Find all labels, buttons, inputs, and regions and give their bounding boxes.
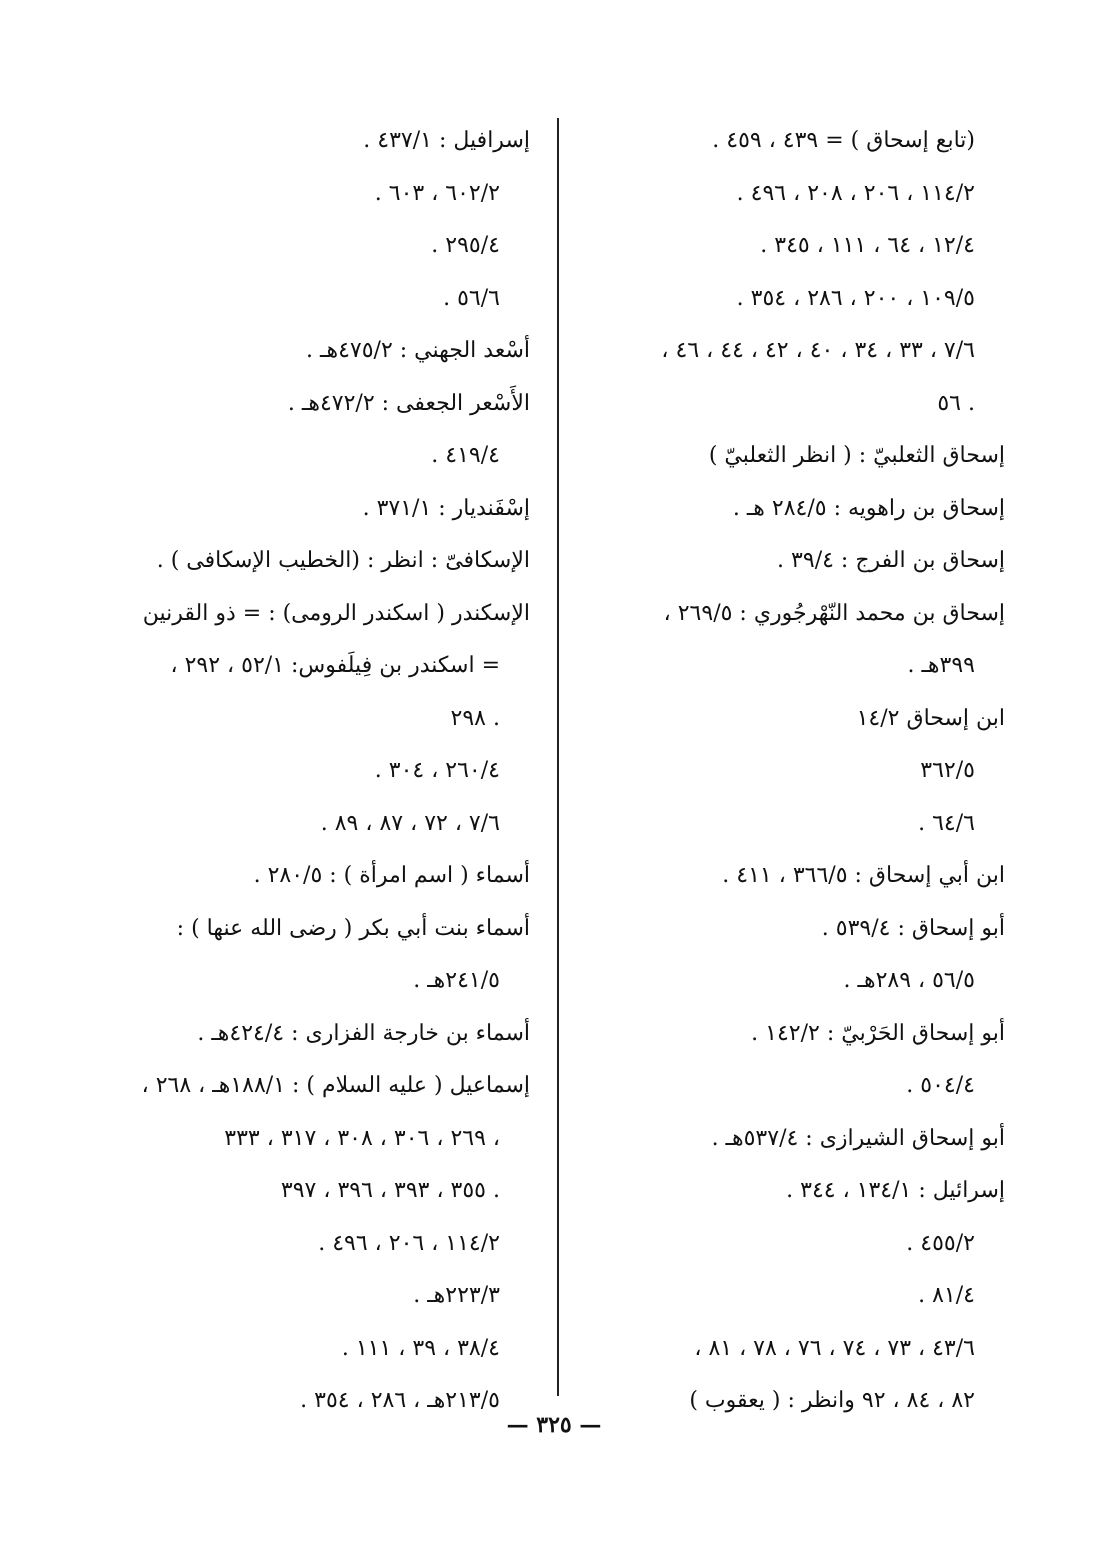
index-subentry: ٥٦ . [937, 390, 975, 416]
index-entry: أبو إسحاق : ٤/‏٥٣٩ . [821, 915, 1005, 941]
index-subentry: ٣/‏٢٢٣هـ . [413, 1283, 500, 1308]
index-subentry: (تابع إسحاق ) = ٤٣٩ ، ٤٥٩ . [712, 128, 975, 153]
index-entry: ابن أبي إسحاق : ٥/‏٣٦٦ ، ٤١١ . [722, 863, 1005, 888]
index-subentry: ٣٩٩هـ . [907, 653, 975, 678]
index-subentry: ٦/‏٧ ، ٧٢ ، ٨٧ ، ٨٩ . [320, 810, 500, 836]
index-subentry: ٤/‏٣٨ ، ٣٩ ، ١١١ . [341, 1335, 500, 1361]
index-entry: الإسكندر ( اسكندر الرومى) : = ذو القرنين [142, 600, 530, 626]
index-subentry: ٤/‏٢٩٥ . [431, 233, 500, 258]
index-subentry: ٥/‏٣٦٢ [920, 758, 975, 783]
index-subentry: ٤/‏٥٠٤ . [906, 1073, 975, 1098]
index-entry: إسرائيل : ١/‏١٣٤ ، ٣٤٤ . [786, 1178, 1005, 1203]
index-entry: إسماعيل ( عليه السلام ) : ١/‏١٨٨هـ ، ٢٦٨ ، [141, 1073, 530, 1098]
index-subentry: ٨٢ ، ٨٤ ، ٩٢ وانظر : ( يعقوب ) [689, 1388, 975, 1413]
right-column [585, 115, 1005, 1428]
index-subentry: ٤/‏٤١٩ . [431, 443, 500, 468]
index-subentry: ٢٩٨ . [450, 705, 500, 731]
index-subentry: ٦/‏٦٤ . [918, 810, 975, 836]
index-subentry: = اسكندر بن فِيلَفوس: ١/‏٥٢ ، ٢٩٢ ، [170, 653, 500, 678]
index-entry: إسْفَنديار : ١/‏٣٧١ . [362, 495, 530, 521]
index-entry: أبو إسحاق الحَرْبيّ : ٢/‏١٤٢ . [751, 1020, 1005, 1046]
index-subentry: ٤/‏٨١ . [918, 1283, 975, 1308]
index-subentry: ٢/‏٦٠٢ ، ٦٠٣ . [374, 180, 500, 206]
left-column [110, 115, 530, 1428]
index-entry: أسماء بن خارجة الفزارى : ٤/‏٤٢٤هـ . [197, 1020, 530, 1046]
index-entry: إسرافيل : ١/‏٤٣٧ . [363, 128, 530, 153]
index-entry: الإسكافىّ : انظر : (الخطيب الإسكافى ) . [156, 548, 530, 573]
index-entry: إسحاق بن الفرج : ٤/‏٣٩ . [777, 548, 1005, 573]
index-subentry: ٦/‏٥٦ . [443, 285, 500, 311]
index-entry: أسْعد الجهني : ٢/‏٤٧٥هـ . [306, 338, 530, 363]
index-entry: أسماء بنت أبي بكر ( رضى الله عنها ) : [176, 915, 530, 941]
index-entry: إسحاق الثعلبيّ : ( انظر الثعلبيّ ) [708, 443, 1005, 468]
index-entry: إسحاق بن راهويه : ٥/‏٢٨٤ هـ . [732, 495, 1005, 521]
index-subentry: ٥/‏٢٤١هـ . [413, 968, 500, 993]
index-subentry: ٢/‏٤٥٥ . [906, 1230, 975, 1256]
index-subentry: ٥/‏١٠٩ ، ٢٠٠ ، ٢٨٦ ، ٣٥٤ . [736, 285, 975, 311]
index-subentry: ٦/‏٧ ، ٣٣ ، ٣٤ ، ٤٠ ، ٤٢ ، ٤٤ ، ٤٦ ، [661, 338, 975, 363]
column-divider [557, 118, 559, 1396]
index-subentry: ٥/‏٢١٣هـ ، ٢٨٦ ، ٣٥٤ . [300, 1388, 500, 1413]
index-subentry: ٤/‏٢٦٠ ، ٣٠٤ . [374, 758, 500, 783]
index-subentry: ٤/‏١٢ ، ٦٤ ، ١١١ ، ٣٤٥ . [760, 233, 975, 258]
index-subentry: ٢/‏١١٤ ، ٢٠٦ ، ٢٠٨ ، ٤٩٦ . [736, 180, 975, 206]
index-entry: ابن إسحاق ٢/‏١٤ [856, 705, 1005, 731]
index-entry: الأَسْعر الجعفى : ٢/‏٤٧٢هـ . [287, 390, 530, 416]
index-subentry: ٥/‏٥٦ ، ٢٨٩هـ . [843, 968, 975, 993]
index-subentry: ٢٦٩ ، ٣٠٦ ، ٣٠٨ ، ٣١٧ ، ٣٣٣ ، [224, 1125, 500, 1151]
index-subentry: ٦/‏٤٣ ، ٧٣ ، ٧٤ ، ٧٦ ، ٧٨ ، ٨١ ، [694, 1335, 975, 1361]
index-entry: أبو إسحاق الشيرازى : ٤/‏٥٣٧هـ . [711, 1125, 1005, 1151]
page-number: — ٣٢٥ — [506, 1412, 602, 1438]
index-entry: إسحاق بن محمد النّهْرجُوري : ٥/‏٢٦٩ ، [663, 600, 1005, 626]
index-subentry: ٢/‏١١٤ ، ٢٠٦ ، ٤٩٦ . [318, 1230, 500, 1256]
index-entry: أسماء ( اسم امرأة ) : ٥/‏٢٨٠ . [253, 863, 530, 888]
index-subentry: ٣٥٥ ، ٣٩٣ ، ٣٩٦ ، ٣٩٧ . [280, 1178, 500, 1203]
